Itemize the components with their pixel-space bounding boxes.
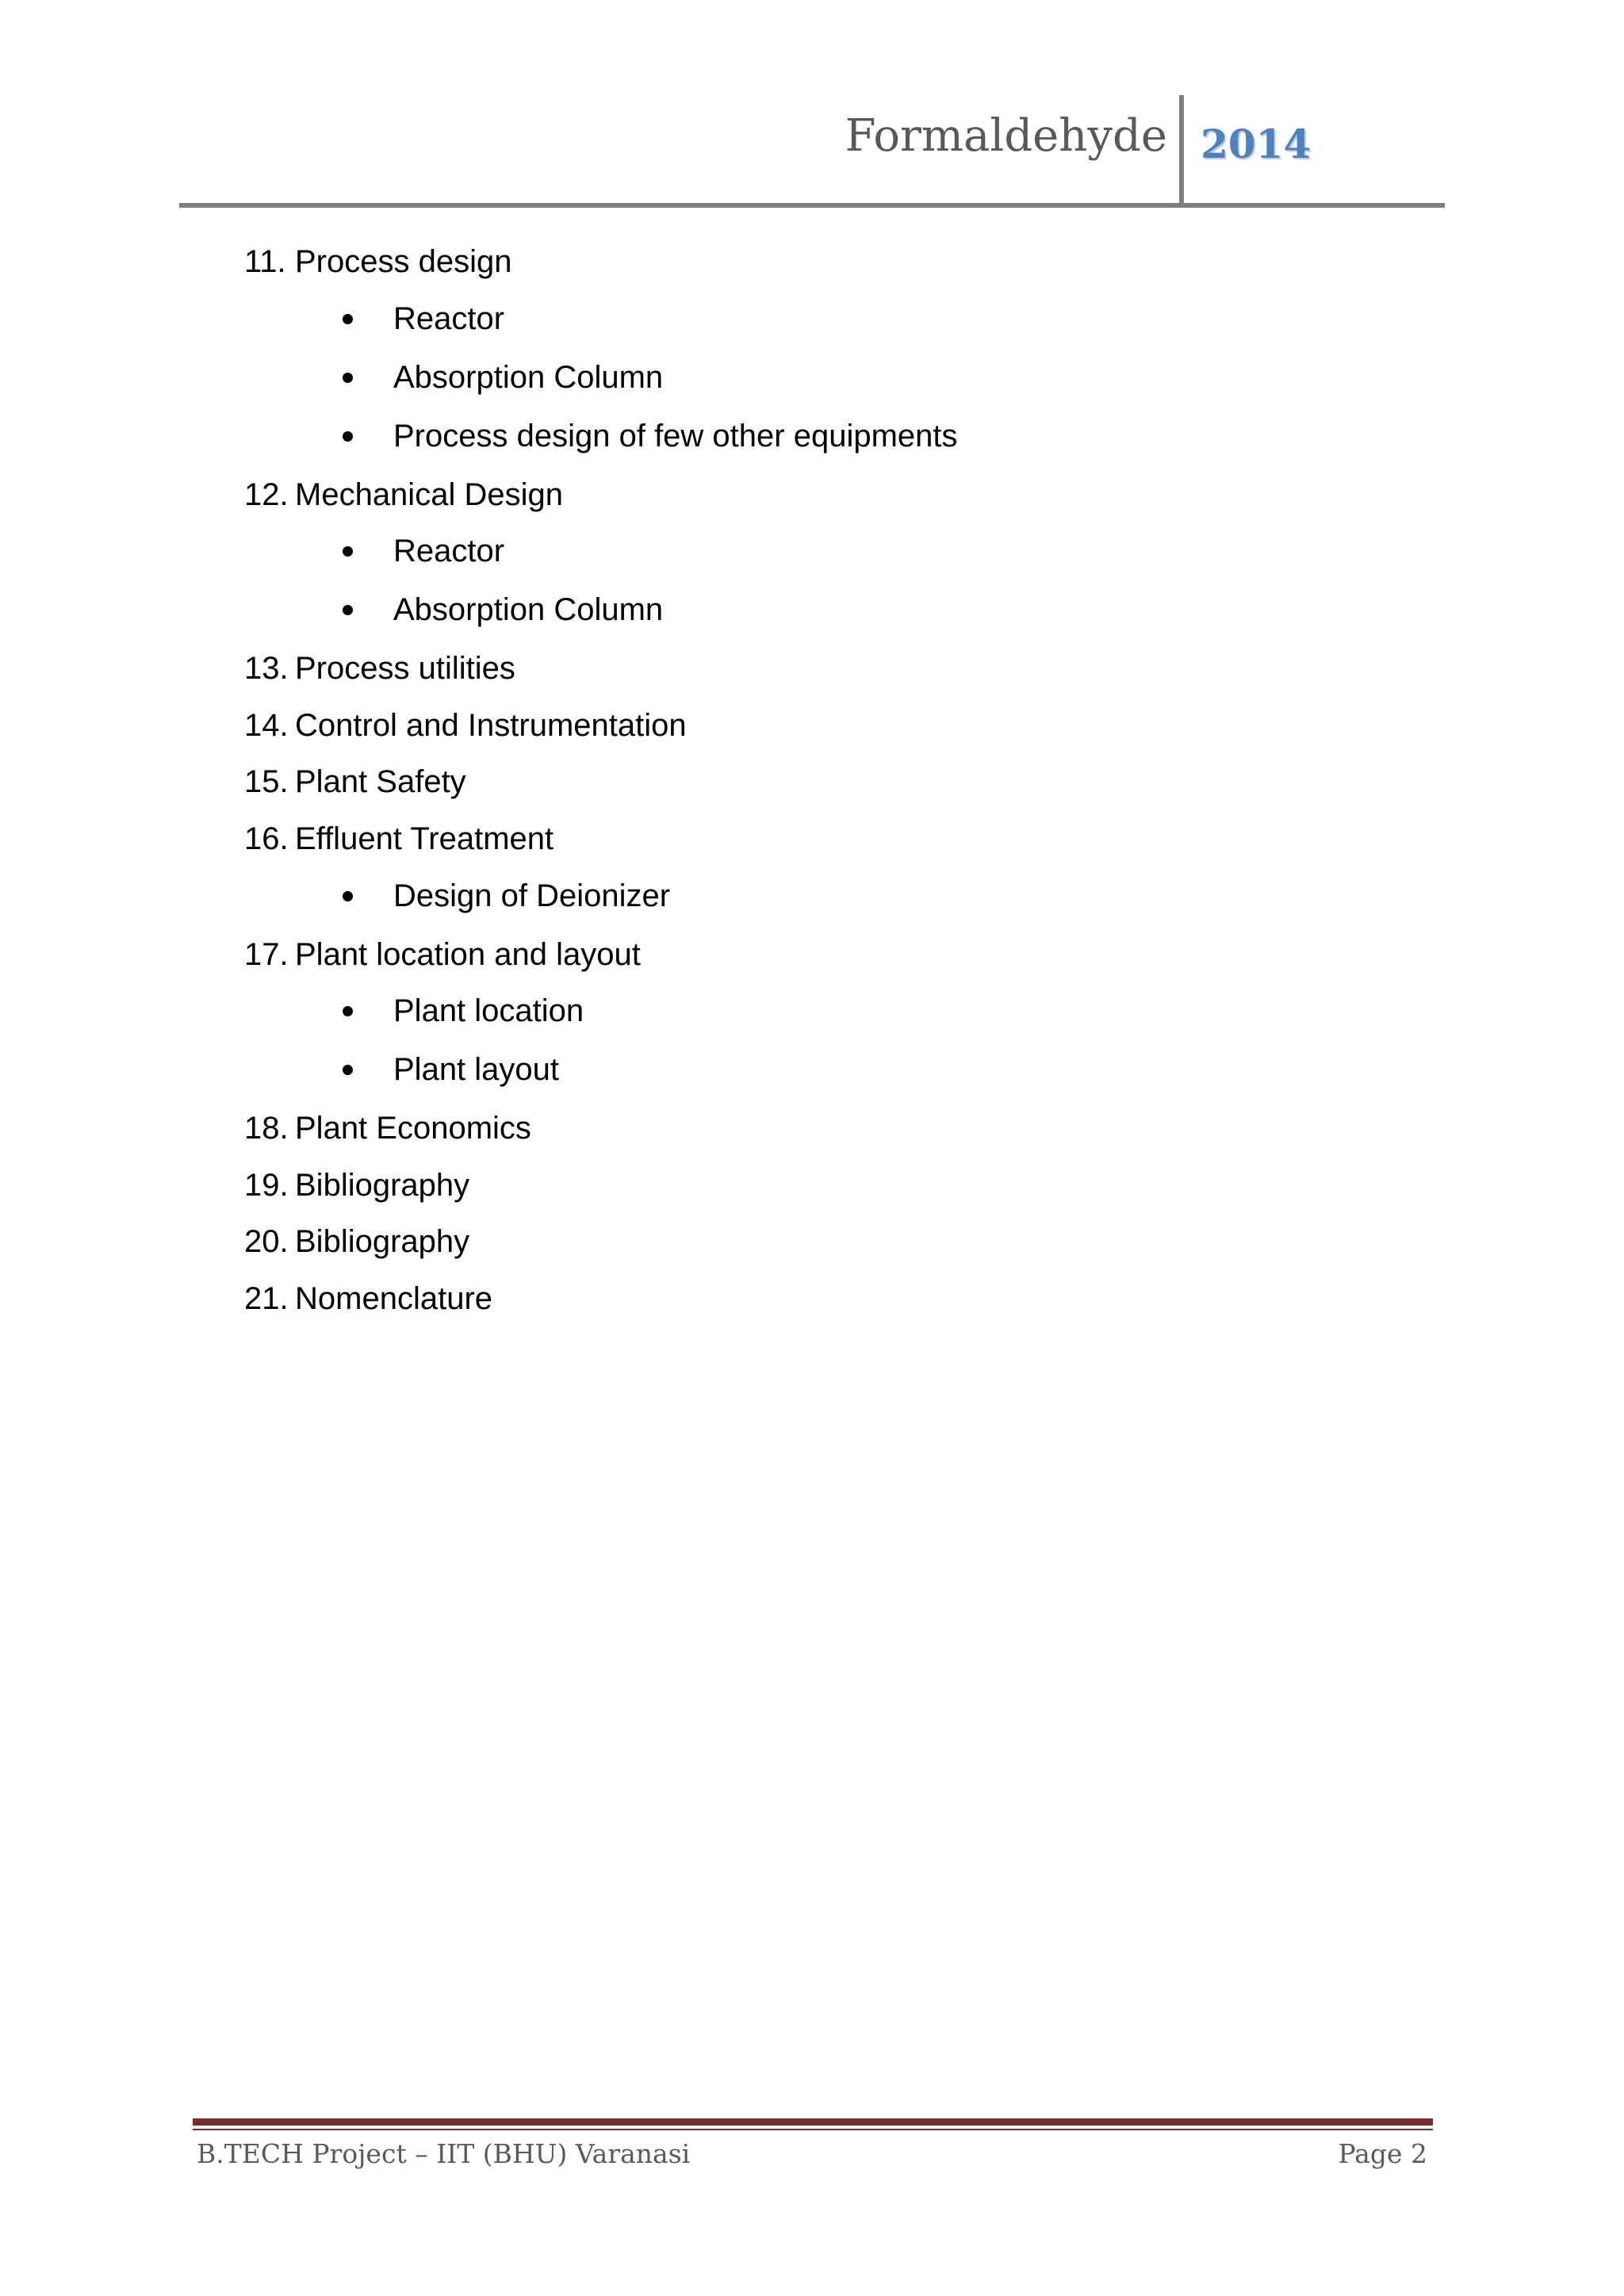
bullet-icon [343,891,353,901]
toc-subitem-label: Absorption Column [393,592,664,628]
toc-subitem-label: Reactor [393,300,505,336]
toc-item [0,471,1624,528]
toc-item [0,1218,1624,1275]
toc-item-label: Bibliography [295,1224,470,1260]
toc-item-number: 12. [244,476,289,512]
toc-item [0,1161,1624,1219]
toc-item [0,758,1624,815]
bullet-icon [343,314,353,324]
toc-item-number: 11. [244,244,286,279]
bullet-icon [343,1065,353,1075]
toc-subitem-label: Absorption Column [393,359,664,395]
toc-subitem [0,987,1624,1046]
bullet-icon [343,1006,353,1016]
toc-subitem [0,412,1624,471]
header-rule [179,203,1445,208]
toc-subitem [0,527,1624,586]
header-title: Formaldehyde [845,110,1167,162]
footer-rule [193,2118,1433,2126]
toc-item [0,702,1624,759]
bullet-icon [343,605,353,615]
toc-subitem [0,1046,1624,1104]
table-of-contents [0,238,1624,1332]
toc-item-label: Process design [295,244,512,279]
toc-item-number: 15. [244,764,289,800]
header-year: 2014 [1201,121,1312,167]
toc-item-number: 19. [244,1167,289,1203]
footer-project-label: B.TECH Project – IIT (BHU) Varanasi [197,2138,691,2169]
toc-item-label: Plant Economics [295,1111,531,1146]
toc-subitem [0,872,1624,931]
toc-item-label: Process utilities [295,651,515,687]
toc-item-number: 18. [244,1111,289,1146]
toc-item-label: Nomenclature [295,1280,493,1316]
footer-page-number: Page 2 [1338,2138,1427,2169]
bullet-icon [343,546,353,557]
toc-item-number: 14. [244,707,289,743]
toc-item-label: Bibliography [295,1167,470,1203]
toc-item-label: Control and Instrumentation [295,707,687,743]
bullet-icon [343,373,353,383]
toc-item [0,238,1624,295]
toc-subitem [0,586,1624,645]
toc-item-label: Mechanical Design [295,476,563,512]
toc-subitem [0,354,1624,412]
toc-item-number: 20. [244,1224,289,1260]
toc-subitem-label: Plant location [393,993,584,1029]
toc-subitem-label: Reactor [393,534,505,569]
toc-item-label: Effluent Treatment [295,821,554,856]
toc-item [0,645,1624,702]
toc-item-number: 16. [244,821,289,856]
toc-item-number: 21. [244,1280,289,1316]
bullet-icon [343,431,353,442]
toc-subitem-label: Plant layout [393,1052,560,1088]
toc-subitem [0,295,1624,354]
toc-item [0,815,1624,872]
toc-item [0,931,1624,988]
toc-item-number: 13. [244,651,289,687]
toc-item [0,1104,1624,1161]
toc-subitem-label: Design of Deionizer [393,878,671,913]
toc-subitem-label: Process design of few other equipments [393,418,958,453]
toc-item [0,1275,1624,1332]
toc-item-label: Plant Safety [295,764,466,800]
header-divider [1179,95,1184,206]
toc-item-number: 17. [244,936,289,972]
toc-item-label: Plant location and layout [295,936,641,972]
footer-rule-thin [193,2129,1433,2130]
